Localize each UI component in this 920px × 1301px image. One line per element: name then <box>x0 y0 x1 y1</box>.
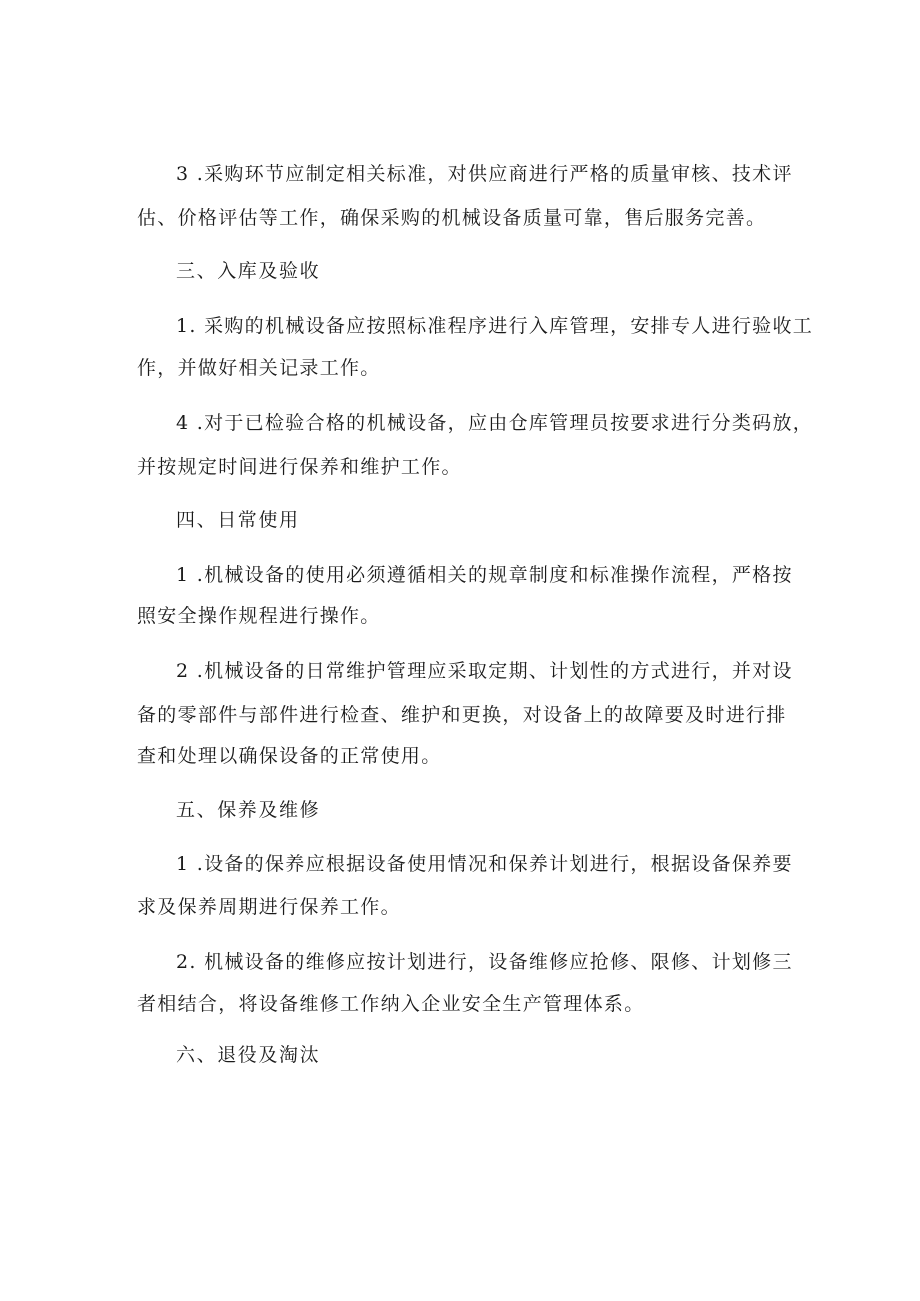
paragraph-4-line-2: 照安全操作规程进行操作。 <box>137 605 381 627</box>
section-heading-6: 六、退役及淘汰 <box>176 1044 321 1066</box>
section-heading-4: 四、日常使用 <box>176 509 300 531</box>
paragraph-7-line-1: 2. 机械设备的维修应按计划进行，设备维修应抢修、限修、计划修三 <box>176 951 793 973</box>
paragraph-6-line-2: 求及保养周期进行保养工作。 <box>137 896 401 918</box>
paragraph-4-line-1: 1 .机械设备的使用必须遵循相关的规章制度和标准操作流程，严格按 <box>176 564 793 586</box>
paragraph-1-line-2: 估、价格评估等工作，确保采购的机械设备质量可靠，售后服务完善。 <box>137 207 767 229</box>
paragraph-7-line-2: 者相结合，将设备维修工作纳入企业安全生产管理体系。 <box>137 993 645 1015</box>
paragraph-3-line-1: 4 .对于已检验合格的机械设备，应由仓库管理员按要求进行分类码放， <box>176 412 814 434</box>
paragraph-1-line-1: 3 .采购环节应制定相关标准，对供应商进行严格的质量审核、技术评 <box>176 163 793 185</box>
paragraph-6-line-1: 1 .设备的保养应根据设备使用情况和保养计划进行，根据设备保养要 <box>176 853 793 875</box>
section-heading-5: 五、保养及维修 <box>176 799 321 821</box>
paragraph-5-line-2: 备的零部件与部件进行检查、维护和更换，对设备上的故障要及时进行排 <box>137 704 787 726</box>
paragraph-2-line-2: 作，并做好相关记录工作。 <box>137 357 381 379</box>
paragraph-5-line-1: 2 .机械设备的日常维护管理应采取定期、计划性的方式进行，并对设 <box>176 660 793 682</box>
paragraph-3-line-2: 并按规定时间进行保养和维护工作。 <box>137 456 462 478</box>
section-heading-3: 三、入库及验收 <box>176 260 321 282</box>
paragraph-5-line-3: 查和处理以确保设备的正常使用。 <box>137 745 442 767</box>
paragraph-2-line-1: 1. 采购的机械设备应按照标准程序进行入库管理，安排专人进行验收工 <box>176 315 814 337</box>
